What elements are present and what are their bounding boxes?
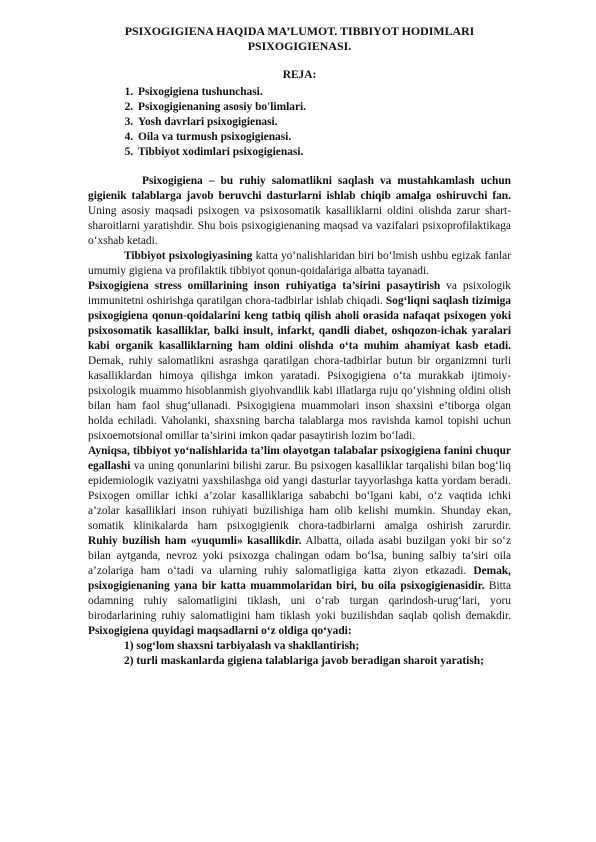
plan-item: 2. Psixogigienaning asosiy bo'limlari. xyxy=(136,100,511,115)
paragraph-text: Uning asosiy maqsadi psixogen va psixosomatik kasalliklarni oldini olishda zarur shart-sharoitlarni yaratishdir. Shu bois psixogigienaning maqsad va vazifalari psixoprofilaktikaga o‘xshab ketadi. xyxy=(88,205,511,247)
plan-item: 5. Tibbiyot xodimlari psixogigienasi. xyxy=(136,145,511,160)
paragraph-family xyxy=(88,534,511,624)
plan-heading: REJA: xyxy=(282,69,317,81)
paragraph-bold: Psixogigiena stress omillarining inson ruhiyatiga ta’sirini pasaytirish xyxy=(88,280,441,292)
paragraph-text: Bitta odamning ruhiy salomatligini tiklash, uni o‘rab turgan qarindosh-urug‘lari, yoru birodarlarining ruhiy salomatligini ham tiklash yoki buzilishdan saqlab qolish demakdir. xyxy=(88,580,511,622)
paragraph-students xyxy=(88,444,511,534)
paragraph-stress-factors xyxy=(88,279,511,444)
goal-item xyxy=(88,639,511,654)
paragraph-definition xyxy=(88,174,511,249)
paragraph-text: va psixologik immunitetni oshirishga qaratilgan chora-tadbirlar ishlab chiqadi. xyxy=(88,280,511,307)
paragraph-text: Albatta, oilada asabi buzilgan yoki bir so‘z bilan aytganda, nevroz yoki psixozga chalingan odam bo‘lsa, buning salbiy ta’siri oila a’zolariga ham o‘tadi va ularning ruhiy salomatligiga katta ziyon etkazadi. xyxy=(88,535,511,577)
goal-item xyxy=(88,654,511,669)
plan-list xyxy=(88,85,511,160)
paragraph-bold: Ayniqsa, tibbiyot yo‘nalishlarida ta’lim olayotgan talabalar psixogigiena fanini chuqur egallashi xyxy=(88,445,511,472)
goal-item-text: 2) turli maskanlarda gigiena talablariga javob beradigan sharoit yaratish; xyxy=(124,655,484,667)
paragraph-bold: Tibbiyot psixologiyasining xyxy=(124,250,253,262)
goals-heading-text: Psixogigiena quyidagi maqsadlarni o‘z oldiga qo‘yadi: xyxy=(88,625,352,637)
paragraph-bold: Sog‘liqni saqlash tizimiga psixogigiena qonun-qoidalarini keng tatbiq qilish aholi orasida nafaqat psixogen yoki psixosomatik kasalliklar, balki insult, infarkt, qandli diabet, oshqozon-ichak yaralari kabi organik kasalliklarning ham oldini olishda o‘ta muhim ahamiyat kasb etadi. xyxy=(88,295,511,352)
paragraph-bold: Demak, psixogigienaning yana bir katta muammolaridan biri, bu oila psixogigienasidir. xyxy=(88,565,511,592)
paragraph-text: va uning qonunlarini bilishi zarur. Bu psixogen kasalliklar tarqalishi bilan bog‘liq epidemiologik vaziyatni yaxshilashga oid yangi dasturlar tayyorlashga katta yordam beradi. Psixogen omillar ichki a’zolar kasalliklariga sababchi bo‘lgani kabi, o‘z vaqtida ichki a’zolar kasalliklari inson ruhiyati buzilishiga ham olib kelishi mumkin. Shunday ekan, somatik klinikalarda ham psixogigienik chora-tadbirlarni amalga oshirish zarurdir. xyxy=(88,460,511,532)
plan-item: 1. Psixogigiena tushunchasi. xyxy=(136,85,511,100)
goal-item-text: 1) sog‘lom shaxsni tarbiyalash va shakllantirish; xyxy=(124,640,360,652)
paragraph-text: katta yo‘nalishlaridan biri bo‘lmish ushbu egizak fanlar umumiy gigiena va profilaktik tibbiyot qonun-qoidalariga albatta tayanadi. xyxy=(88,250,511,277)
paragraph-bold: Psixogigiena – bu ruhiy salomatlikni saqlash va mustahkamlash uchun gigienik talablarga javob beruvchi dasturlarni ishlab chiqib amalga oshiruvchi fan. xyxy=(88,175,511,202)
document-page xyxy=(88,24,511,669)
paragraph-text: Demak, ruhiy salomatlikni asrashga qaratilgan chora-tadbirlar butun bir organizmni turli kasalliklardan himoya qilishga imkon yaratadi. Psixogigiena o‘ta murakkab ijtimoiy-psixologik muammo hisoblanmish giyohvandlik kabi illatlarga ruju qo‘yishning oldini olish bilan ham faol shug‘ullanadi. Psixogigiena muammolari inson shaxsini e’tiborga olgan holda echiladi. Vaholanki, shaxsning barcha talablarga mos ravishda kamol topishi uchun psixoemotsional omillar ta’sirini imkon qadar pasaytirish lozim bo‘ladi. xyxy=(88,355,511,442)
document-title: PSIXOGIGIENA HAQIDA MA’LUMOT. TIBBIYOT HODIMLARI PSIXOGIGIENASI. xyxy=(124,24,475,53)
plan-item: 3. Yosh davrlari psixogigienasi. xyxy=(136,115,511,130)
goals-heading xyxy=(88,624,511,639)
plan-item: 4. Oila va turmush psixogigienasi. xyxy=(136,130,511,145)
paragraph-medical-psychology xyxy=(88,249,511,279)
paragraph-bold: Ruhiy buzilish ham «yuqumli» kasallikdir. xyxy=(88,535,302,547)
